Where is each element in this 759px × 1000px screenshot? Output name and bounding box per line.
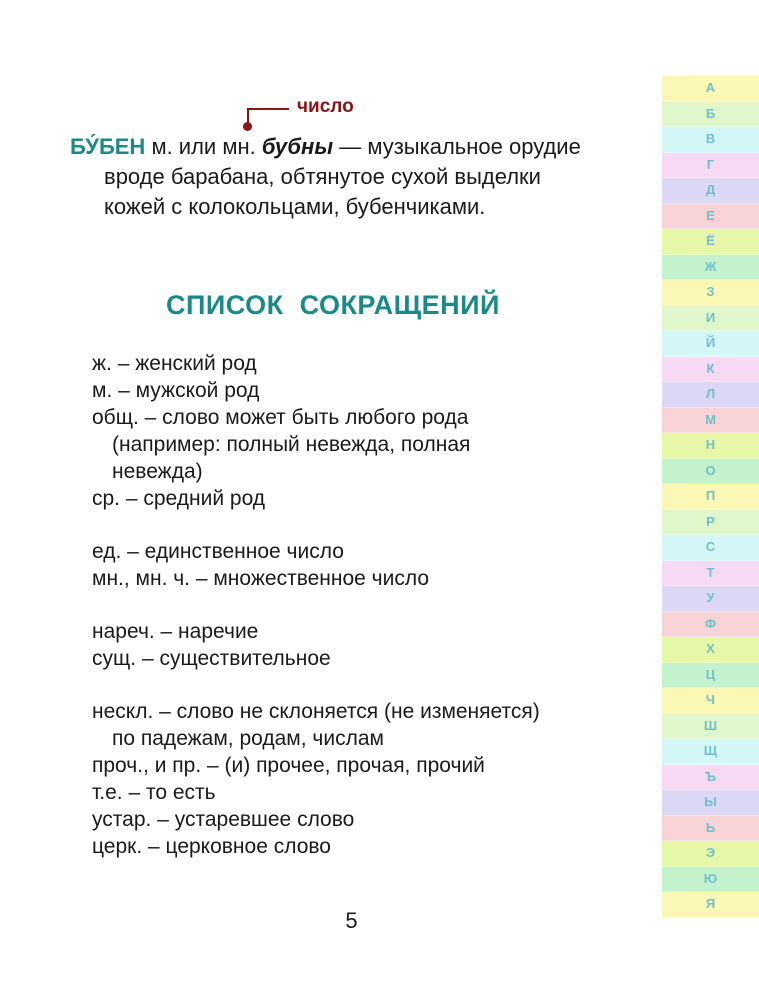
abbr-item-obshch-cont-1: (например: полный невежда, полная <box>112 433 471 456</box>
alphabet-tab-16[interactable]: О <box>662 459 759 485</box>
abbr-item-obshch: общ. – слово может быть любого рода <box>92 406 469 429</box>
alphabet-tab-3[interactable]: В <box>662 127 759 153</box>
alphabet-tab-5[interactable]: Д <box>662 178 759 204</box>
entry-line-2: вроде барабана, обтянутое сухой выделки <box>104 164 541 189</box>
alphabet-tab-26[interactable]: Ш <box>662 714 759 740</box>
dictionary-entry <box>70 132 632 222</box>
alphabet-tab-8[interactable]: Ж <box>662 255 759 281</box>
abbr-item-mn: мн., мн. ч. – множественное число <box>92 567 430 590</box>
alphabet-index <box>662 76 759 918</box>
abbr-item-neskl: нескл. – слово не склоняется (не изменяется) <box>92 700 540 723</box>
alphabet-tab-10[interactable]: И <box>662 306 759 332</box>
alphabet-tab-18[interactable]: Р <box>662 510 759 536</box>
alphabet-tab-11[interactable]: Й <box>662 331 759 357</box>
abbr-item-neskl-cont: по падежам, родам, числам <box>112 727 384 750</box>
dictionary-entry-area <box>0 0 660 240</box>
alphabet-tab-19[interactable]: С <box>662 535 759 561</box>
abbr-item-ustar: устар. – устаревшее слово <box>92 808 355 831</box>
alphabet-tab-27[interactable]: Щ <box>662 739 759 765</box>
section-title: СПИСОК СОКРАЩЕНИЙ <box>166 290 500 320</box>
abbr-item-obshch-cont-2: невежда) <box>112 460 203 483</box>
alphabet-tab-14[interactable]: М <box>662 408 759 434</box>
callout-dot-icon <box>243 122 252 131</box>
alphabet-tab-2[interactable]: Б <box>662 102 759 128</box>
callout-line-horizontal <box>247 108 289 110</box>
alphabet-tab-17[interactable]: П <box>662 484 759 510</box>
abbr-item-ed: ед. – единственное число <box>92 540 344 563</box>
alphabet-tab-15[interactable]: Н <box>662 433 759 459</box>
alphabet-tab-23[interactable]: Х <box>662 637 759 663</box>
alphabet-tab-6[interactable]: Е <box>662 204 759 230</box>
entry-plural-form: бубны <box>261 134 334 159</box>
page-number: 5 <box>345 908 358 933</box>
alphabet-tab-32[interactable]: Ю <box>662 867 759 893</box>
list-gap <box>92 592 652 618</box>
entry-line-3: кожей с колокольцами, бубенчиками. <box>104 194 486 219</box>
abbr-item-tserk: церк. – церковное слово <box>92 835 331 858</box>
alphabet-tab-28[interactable]: Ъ <box>662 765 759 791</box>
entry-definition-start: — музыкальное орудие <box>333 134 581 159</box>
alphabet-tab-29[interactable]: Ы <box>662 790 759 816</box>
abbr-item-zh: ж. – женский род <box>92 352 257 375</box>
abbr-item-narech: нареч. – наречие <box>92 620 259 643</box>
list-gap <box>92 512 652 538</box>
alphabet-tab-25[interactable]: Ч <box>662 688 759 714</box>
alphabet-tab-12[interactable]: К <box>662 357 759 383</box>
abbr-item-sr: ср. – средний род <box>92 487 266 510</box>
entry-line-1 <box>70 132 632 162</box>
alphabet-tab-13[interactable]: Л <box>662 382 759 408</box>
alphabet-tab-33[interactable]: Я <box>662 892 759 918</box>
entry-headword: БУ́БЕН <box>70 134 146 159</box>
alphabet-tab-31[interactable]: Э <box>662 841 759 867</box>
alphabet-tab-30[interactable]: Ь <box>662 816 759 842</box>
alphabet-tab-1[interactable]: А <box>662 76 759 102</box>
alphabet-tab-20[interactable]: Т <box>662 561 759 587</box>
abbr-item-proch: проч., и пр. – (и) прочее, прочая, прочий <box>92 754 485 777</box>
alphabet-tab-9[interactable]: З <box>662 280 759 306</box>
abbr-item-m: м. – мужской род <box>92 379 260 402</box>
alphabet-tab-21[interactable]: У <box>662 586 759 612</box>
alphabet-tab-22[interactable]: Ф <box>662 612 759 638</box>
entry-grammar: м. или мн. <box>145 134 262 159</box>
alphabet-tab-7[interactable]: Ё <box>662 229 759 255</box>
list-gap <box>92 672 652 698</box>
abbr-item-te: т.е. – то есть <box>92 781 216 804</box>
alphabet-tab-24[interactable]: Ц <box>662 663 759 689</box>
abbr-item-sushch: сущ. – существительное <box>92 647 331 670</box>
alphabet-tab-4[interactable]: Г <box>662 153 759 179</box>
callout-label-number: число <box>297 96 354 117</box>
abbreviations-list <box>92 350 652 860</box>
